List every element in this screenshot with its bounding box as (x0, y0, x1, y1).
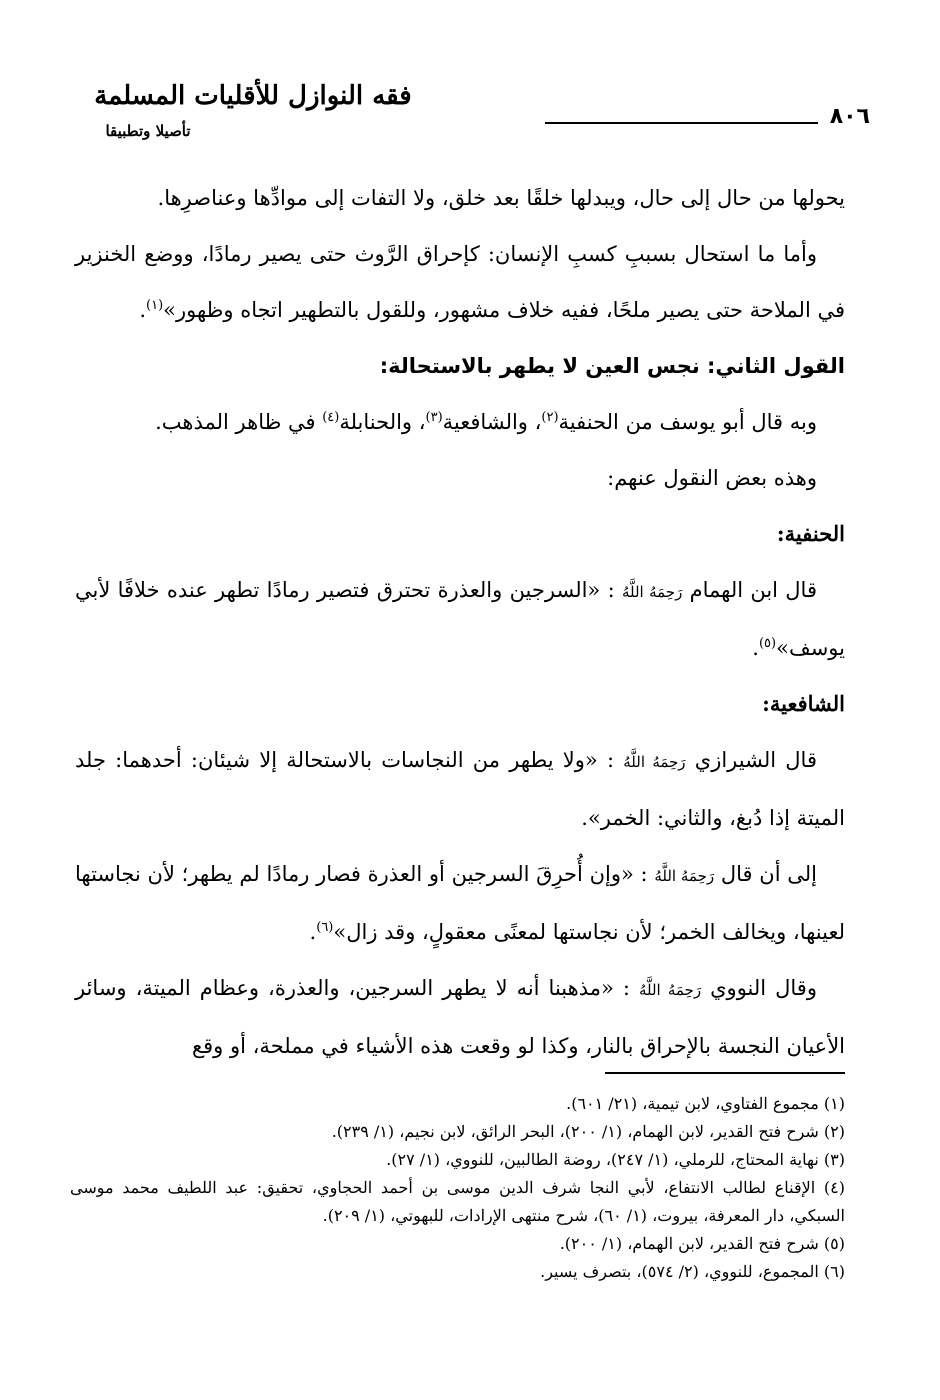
paragraph-text: ، والشافعية (442, 410, 542, 434)
paragraph: إلى أن قال رَحِمَهُ اللَّهُ : «وإن أُحرِقَ السرجين أو العذرة فصار رمادًا لم يطهر؛ لأن نجاستها لعينها، ويخالف الخمر؛ لأن نجاستها لمعنًى معقولٍ، وقد زال»$^{(٦)}$. (75, 862, 845, 944)
paragraph-text: يحولها من حال إلى حال، ويبدلها خلقًا بعد خلق، ولا التفات إلى موادِّها وعناصرِها. (157, 186, 845, 210)
honorific-glyph: رَحِمَهُ اللَّهُ (638, 981, 702, 999)
footnotes (70, 1090, 845, 1286)
paragraph-text: قال ابن الهمام (689, 578, 817, 602)
header-rule (545, 122, 818, 124)
footnote: (٣) نهاية المحتاج، للرملي، (١/ ٢٤٧)، روضة الطالبين، للنووي، (١/ ٢٧). (386, 1150, 845, 1169)
footnote-ref[interactable]: (١) (146, 298, 164, 313)
paragraph-text: إلى أن قال (720, 862, 817, 886)
paragraph-text: : «مذهبنا أنه لا يطهر السرجين، والعذرة، وعظام الميتة، وسائر الأعيان النجسة بالإحراق بالنار، وكذا لو وقعت هذه الأشياء في مملحة، أو وقع (75, 976, 845, 1058)
paragraph: قال ابن الهمام رَحِمَهُ اللَّهُ : «السرجين والعذرة تحترق فتصير رمادًا تطهر عنده خلافًا لأبي يوسف»$^{(٥)}$. (75, 578, 845, 660)
book-subtitle: تأصيلا وتطبيقا (105, 122, 191, 140)
honorific-glyph: رَحِمَهُ اللَّهُ (623, 753, 686, 771)
paragraph-text: : «وإن أُحرِقَ السرجين أو العذرة فصار رمادًا لم يطهر؛ لأن نجاستها لعينها، ويخالف الخمر؛ لأن نجاستها لمعنًى معقولٍ، وقد زال» (75, 862, 845, 944)
paragraph-text: ، والحنابلة (339, 410, 426, 434)
main-text (75, 170, 845, 1074)
footnote-ref[interactable]: (٣) (425, 410, 443, 425)
paragraph-text: وقال النووي (710, 976, 817, 1000)
paragraph-text: : «ولا يطهر من النجاسات بالاستحالة إلا شيئان: أحدهما: جلد الميتة إذا دُبغ، والثاني: الخمر». (75, 748, 845, 830)
book-title: فقه النوازل للأقليات المسلمة (94, 81, 412, 111)
footnote: (٦) المجموع، للنووي، (٢/ ٥٧٤)، بتصرف يسير. (540, 1262, 845, 1281)
paragraph-text: : «السرجين والعذرة تحترق فتصير رمادًا تطهر عنده خلافًا لأبي يوسف» (75, 578, 845, 660)
section-heading: القول الثاني: نجس العين لا يطهر بالاستحالة: (379, 354, 845, 378)
footnote-ref[interactable]: (٥) (758, 636, 777, 651)
footnote: (٤) الإقناع لطالب الانتفاع، لأبي النجا شرف الدين موسى بن أحمد الحجاوي، تحقيق: عبد اللطيف محمد موسى السبكي، دار المعرفة، بيروت، (١/ ٦٠)، شرح منتهى الإرادات، للبهوتي، (١/ ٢٠٩). (70, 1178, 845, 1225)
footnote-ref[interactable]: (٢) (541, 410, 559, 425)
footnote: (٥) شرح فتح القدير، لابن الهمام، (١/ ٢٠٠). (559, 1234, 845, 1253)
madhhab-heading-shafii: الشافعية: (762, 691, 845, 716)
footnote-ref[interactable]: (٤) (322, 410, 340, 425)
honorific-glyph: رَحِمَهُ اللَّهُ (621, 583, 683, 601)
footnote: (٢) شرح فتح القدير، لابن الهمام، (١/ ٢٠٠)، البحر الرائق، لابن نجيم، (١/ ٢٣٩). (331, 1122, 845, 1141)
paragraph-text: وهذه بعض النقول عنهم: (607, 466, 817, 490)
paragraph (75, 960, 845, 1074)
footnote-separator (605, 1072, 845, 1074)
madhhab-heading-hanafi: الحنفية: (776, 521, 845, 546)
paragraph-text: وأما ما استحال بسببِ كسبِ الإنسان: كإحراق الرَّوث حتى يصير رمادًا، ووضع الخنزير في الملاحة حتى يصير ملحًا، ففيه خلاف مشهور، وللقول بالتطهير اتجاه وظهور» (75, 242, 845, 322)
paragraph (75, 394, 845, 450)
paragraph (75, 450, 845, 506)
paragraph (75, 170, 845, 226)
honorific-glyph: رَحِمَهُ اللَّهُ (654, 867, 715, 885)
paragraph-text: وبه قال أبو يوسف من الحنفية (558, 410, 817, 434)
paragraph: وأما ما استحال بسببِ كسبِ الإنسان: كإحراق الرَّوث حتى يصير رمادًا، ووضع الخنزير في الملاحة حتى يصير ملحًا، ففيه خلاف مشهور، وللقول بالتطهير اتجاه وظهور»$^{(١)}$. (75, 242, 845, 322)
page-number: ٨٠٦ (829, 104, 870, 129)
footnote-ref[interactable]: (٦) (316, 920, 334, 935)
paragraph-text: في ظاهر المذهب. (155, 410, 323, 434)
footnote: (١) مجموع الفتاوي، لابن تيمية، (٢١/ ٦٠١). (566, 1094, 845, 1113)
paragraph (75, 732, 845, 846)
paragraph-text: قال الشيرازي (694, 748, 817, 772)
running-header (55, 82, 870, 142)
